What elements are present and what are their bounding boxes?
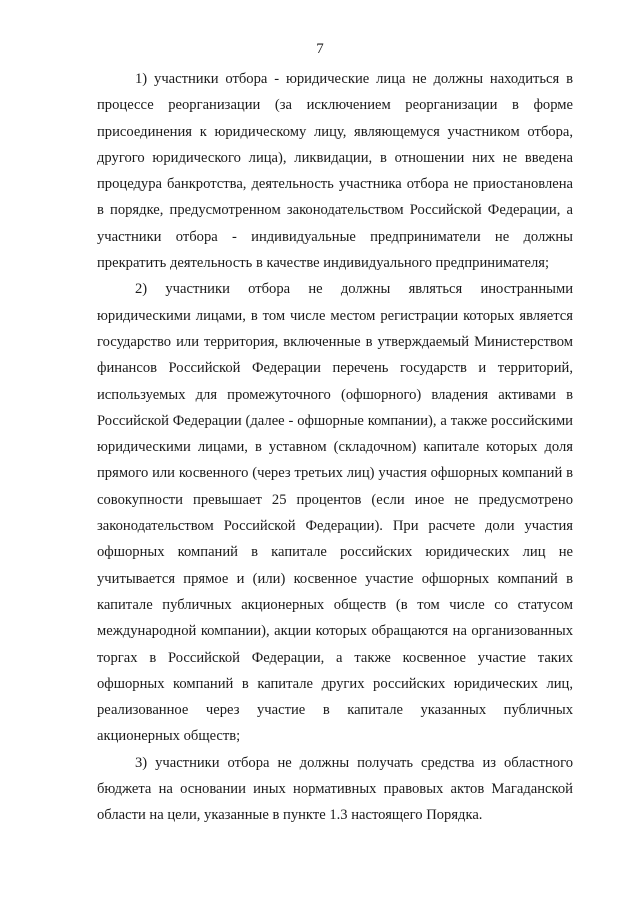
document-body — [97, 66, 573, 829]
page-number: 7 — [316, 41, 324, 57]
paragraph-3: 3) участники отбора не должны получать средства из областного бюджета на основании иных нормативных правовых актов Магаданской области на цели, указанные в пункте 1.3 настоящего Порядка. — [97, 754, 573, 824]
paragraph-1: 1) участники отбора - юридические лица не должны находиться в процессе реорганизации (за исключением реорганизации в форме присоединения к юридическому лицу, являющемуся участником отбора, другого юридического лица), ликвидации, в отношении них не введена процедура банкротства, деятельность участника отбора не приостановлена в порядке, предусмотренном законодательством Российской Федерации, а участники отбора - индивидуальные предприниматели не должны прекратить деятельность в качестве индивидуального предпринимателя; — [97, 71, 573, 272]
paragraph-2: 2) участники отбора не должны являться иностранными юридическими лицами, в том числе местом регистрации которых является государство или территория, включенные в утверждаемый Министерством финансов Российской Федерации перечень государств и территорий, используемых для промежуточного (офшорного) владения активами в Российской Федерации (далее - офшорные компании), а также российскими юридическими лицами, в уставном (складочном) капитале которых доля прямого или косвенного (через третьих лиц) участия офшорных компаний в совокупности превышает 25 процентов (если иное не предусмотрено законодательством Российской Федерации). При расчете доли участия офшорных компаний в капитале российских юридических лиц не учитывается прямое и (или) косвенное участие офшорных компаний в капитале публичных акционерных обществ (в том числе со статусом международной компании), акции которых обращаются на организованных торгах в Российской Федерации, а также косвенное участие таких офшорных компаний в капитале других российских юридических лиц, реализованное через участие в капитале указанных публичных акционерных обществ; — [97, 281, 573, 745]
